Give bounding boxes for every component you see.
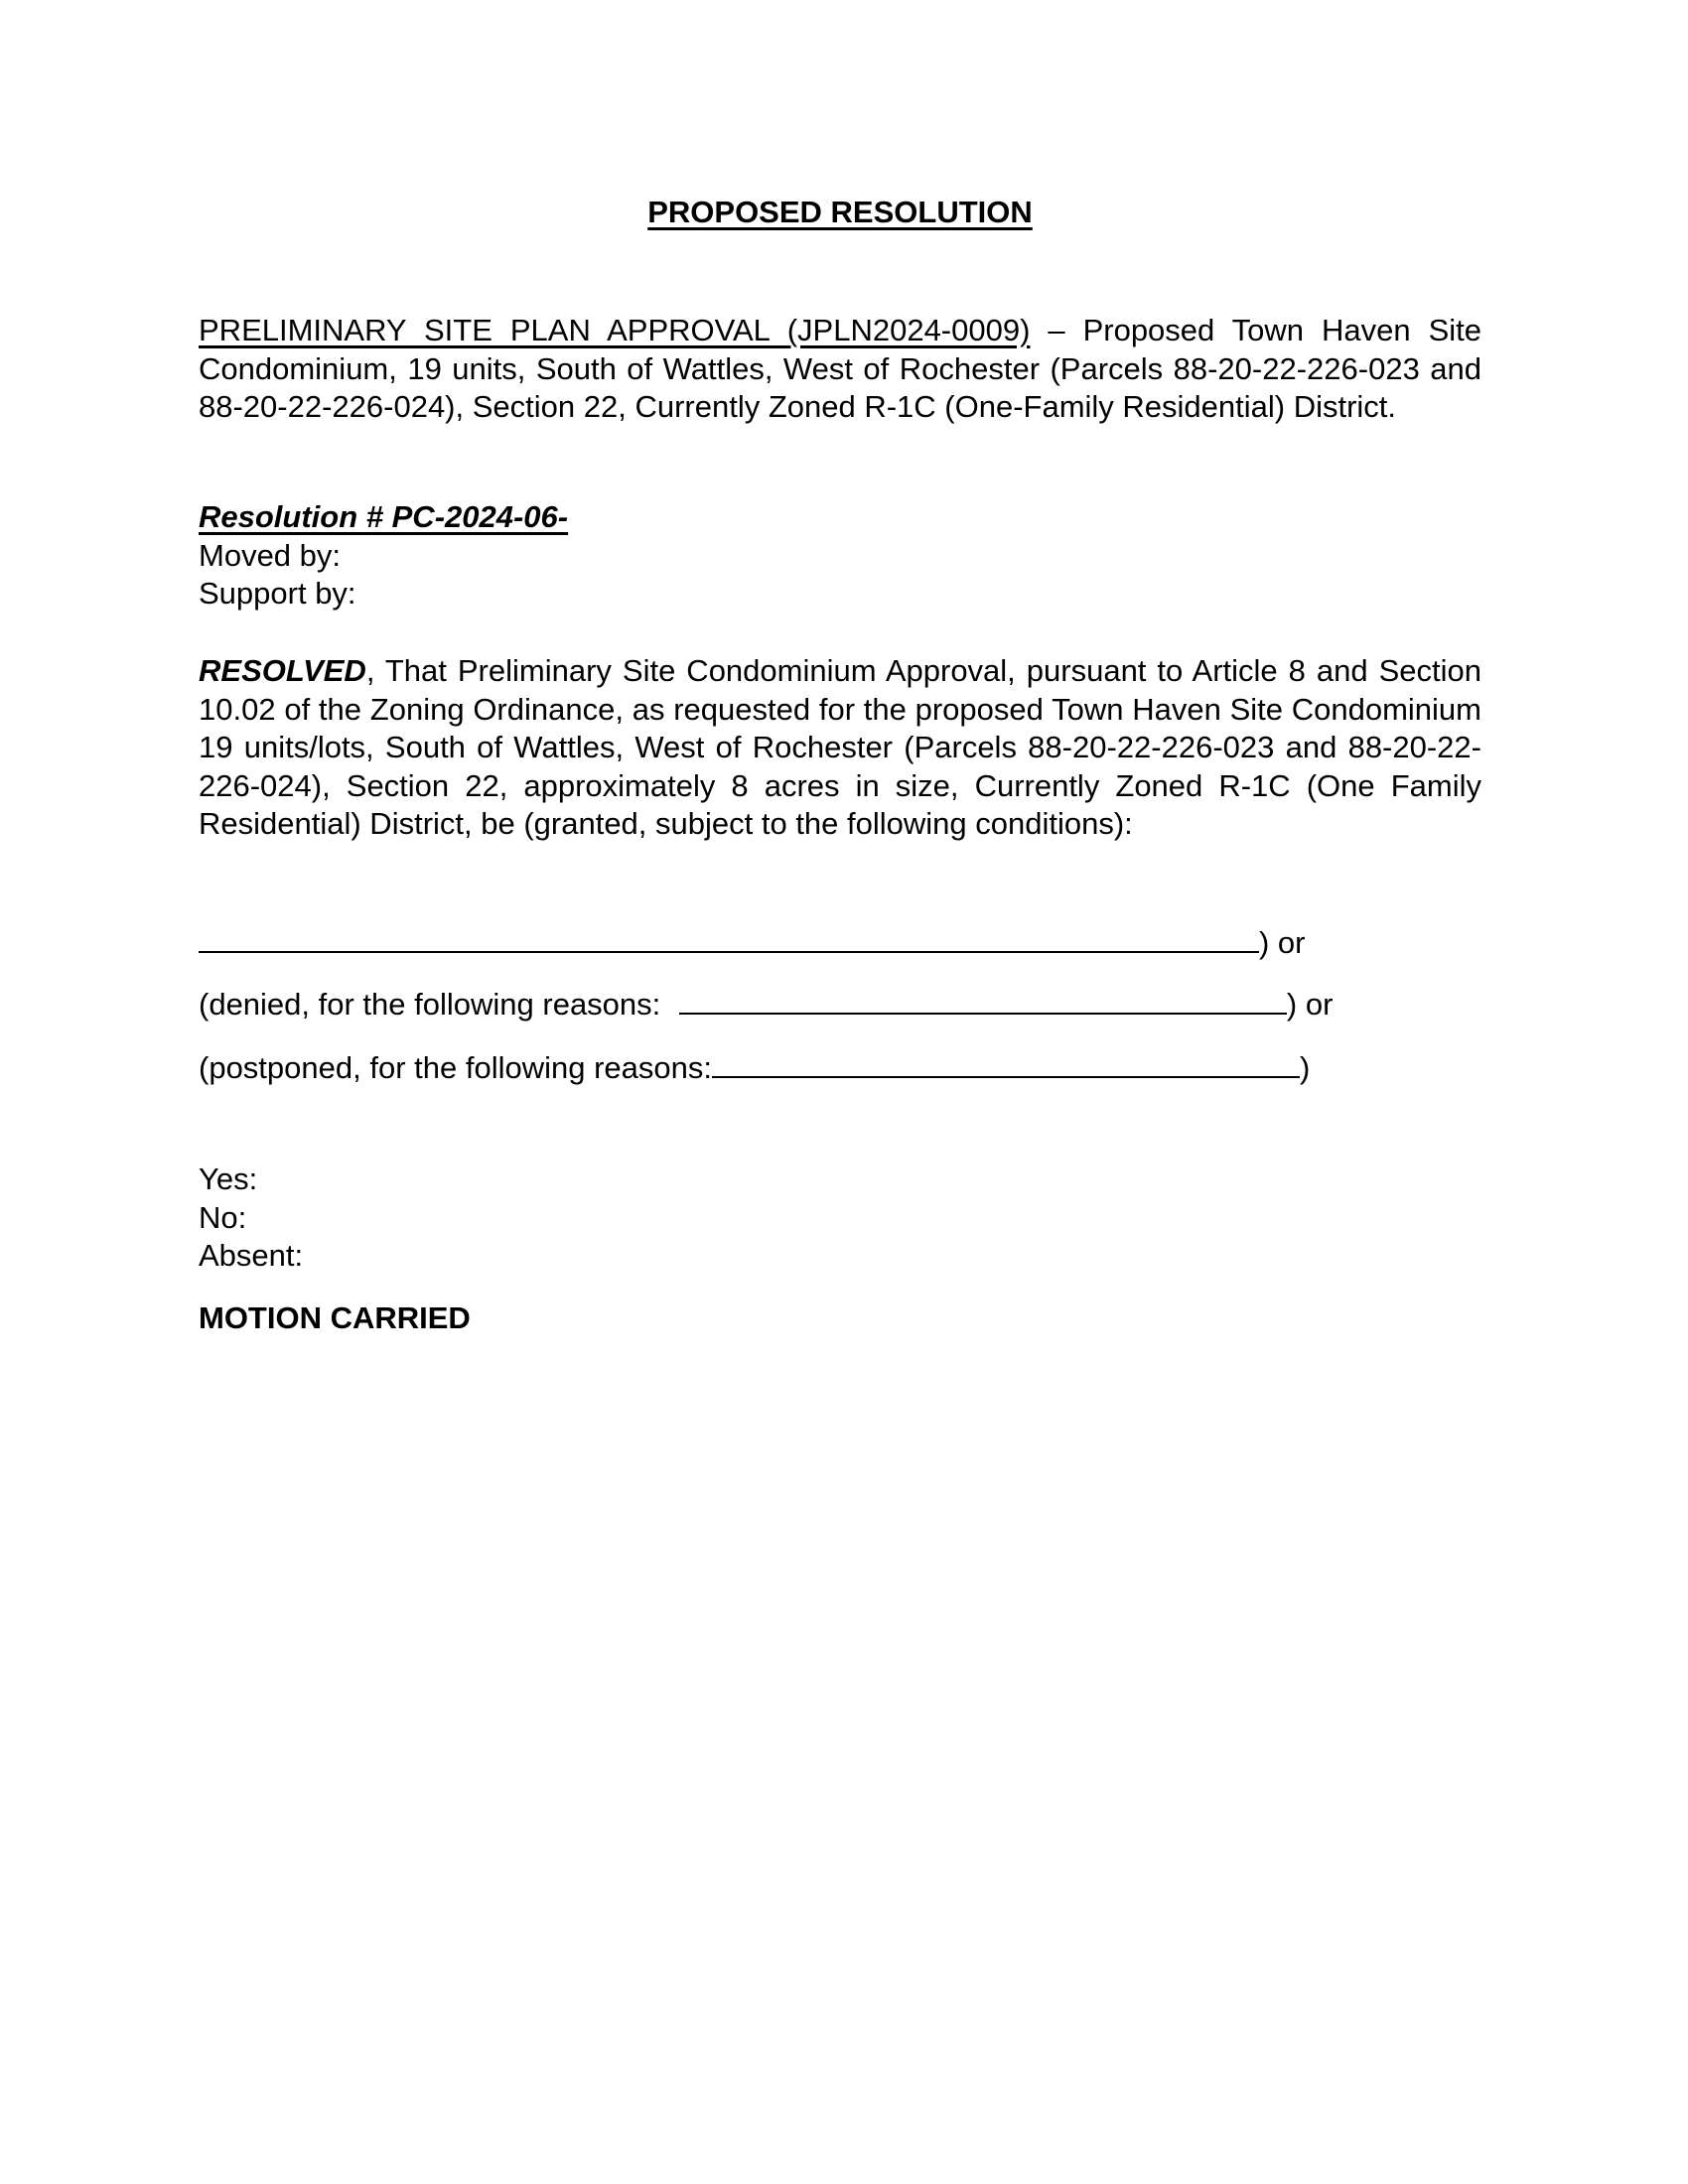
support-by-label: Support by: bbox=[199, 576, 356, 611]
intro-heading: PRELIMINARY SITE PLAN APPROVAL (JPLN2024-0009) bbox=[199, 313, 1031, 347]
vote-yes-label: Yes: bbox=[199, 1161, 258, 1196]
intro-paragraph bbox=[199, 312, 1481, 427]
postponed-label: (postponed, for the following reasons: bbox=[199, 1050, 712, 1085]
resolution-number: Resolution # PC-2024-06- bbox=[199, 499, 569, 534]
document-title: PROPOSED RESOLUTION bbox=[647, 195, 1033, 229]
postponed-suffix: ) bbox=[1299, 1050, 1311, 1085]
resolution-header bbox=[199, 498, 568, 614]
motion-result: MOTION CARRIED bbox=[199, 1300, 471, 1335]
denied-reasons-line bbox=[199, 983, 1333, 1024]
granted-conditions-line bbox=[199, 921, 1306, 962]
denied-blank-line bbox=[679, 983, 1287, 1015]
postponed-reasons-line bbox=[199, 1046, 1310, 1087]
denied-label: (denied, for the following reasons: bbox=[199, 987, 669, 1022]
resolved-keyword: RESOLVED bbox=[199, 653, 366, 688]
moved-by-label: Moved by: bbox=[199, 537, 342, 573]
vote-absent-label: Absent: bbox=[199, 1238, 304, 1273]
granted-blank-line bbox=[199, 921, 1259, 953]
intro-text: – Proposed Town Haven Site Condominium, 19 units, South of Wattles, West of Rochester (Parcels 88-20-22-226-023 and 88-20-22-226-024), Section 22, Currently Zoned R-1C (One-Family Residential) District. bbox=[199, 313, 1481, 424]
denied-suffix: ) or bbox=[1286, 987, 1334, 1022]
granted-suffix: ) or bbox=[1259, 925, 1306, 960]
resolved-text: , That Preliminary Site Condominium Approval, pursuant to Article 8 and Section 10.02 of the Zoning Ordinance, as requested for the proposed Town Haven Site Condominium 19 units/lots, South of Wattles, West of Rochester (Parcels 88-20-22-226-023 and 88-20-22-226-024), Section 22, approximately 8 acres in size, Currently Zoned R-1C (One Family Residential) District, be (granted, subject to the following conditions): bbox=[199, 653, 1481, 841]
vote-no-label: No: bbox=[199, 1199, 247, 1235]
document-page bbox=[199, 0, 1481, 2184]
resolved-paragraph bbox=[199, 652, 1481, 844]
postponed-blank-line bbox=[712, 1046, 1300, 1078]
vote-tally bbox=[199, 1160, 303, 1276]
